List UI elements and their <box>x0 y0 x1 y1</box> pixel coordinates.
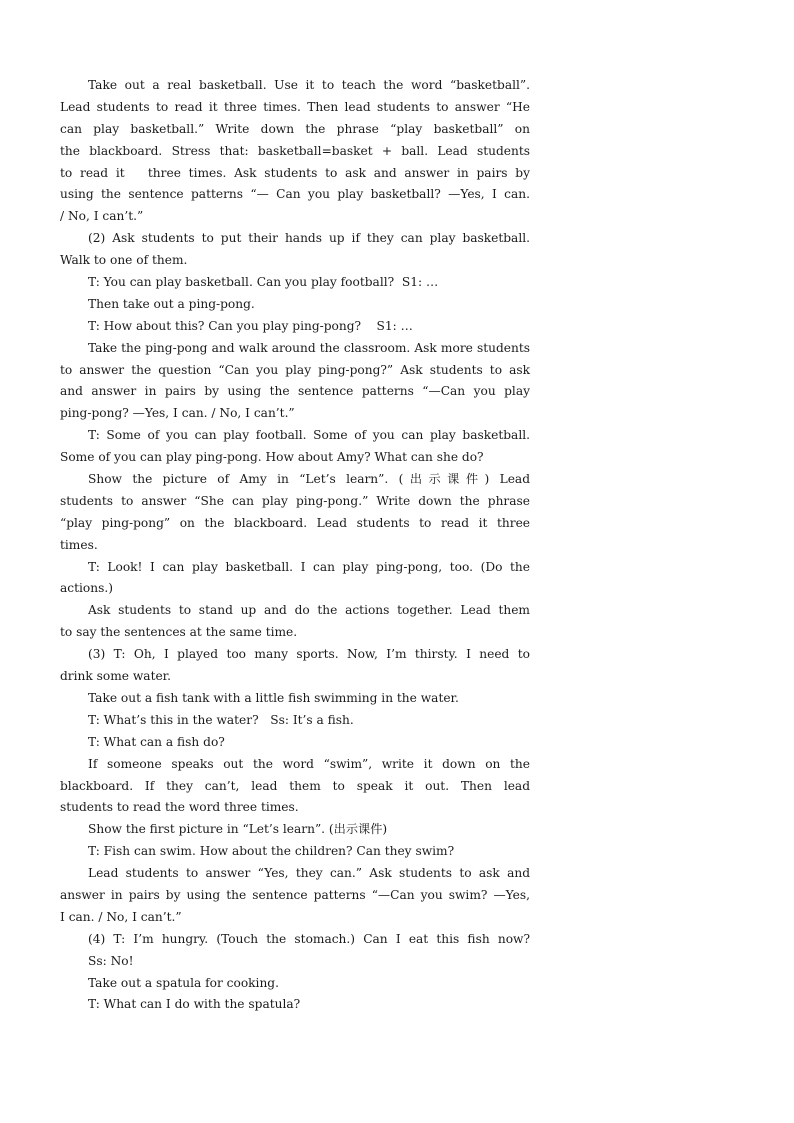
text-line: Some of you can play ping-pong. How about Amy? What can she do? <box>60 450 484 465</box>
text-line: Show the first picture in “Let’s learn”. (出示课件) <box>88 822 388 837</box>
text-line: ping-pong? —Yes, I can. / No, I can’t.” <box>60 406 295 421</box>
text-line: the blackboard. Stress that: basketball=basket + ball. Lead students <box>60 143 530 158</box>
text-line: Ask students to stand up and do the actions together. Lead them <box>88 603 530 618</box>
text-line: (2) Ask students to put their hands up if they can play basketball. <box>88 231 530 246</box>
text-line: and answer in pairs by using the sentence patterns “—Can you play <box>60 384 530 399</box>
text-line: drink some water. <box>60 669 172 684</box>
text-line: answer in pairs by using the sentence patterns “—Can you swim? —Yes, <box>60 887 530 902</box>
text-line: to answer the question “Can you play ping-pong?” Ask students to ask <box>60 362 530 377</box>
text-line: Take out a real basketball. Use it to teach the word “basketball”. <box>88 78 530 92</box>
document-body <box>60 75 530 1016</box>
text-line: “play ping-pong” on the blackboard. Lead students to read it three <box>60 515 530 530</box>
text-line: If someone speaks out the word “swim”, write it down on the <box>88 756 530 771</box>
text-line: T: How about this? Can you play ping-pong? S1: … <box>88 318 413 333</box>
text-line: using the sentence patterns “— Can you play basketball? —Yes, I can. <box>60 187 530 202</box>
text-line: to read it three times. Ask students to ask and answer in pairs by <box>60 165 530 180</box>
text-line: Take out a spatula for cooking. <box>88 975 279 990</box>
text-line: Show the picture of Amy in “Let’s learn”. (出示课件) Lead <box>88 472 530 487</box>
text-line: Lead students to read it three times. Then lead students to answer “He <box>60 99 530 114</box>
text-line: Take the ping-pong and walk around the classroom. Ask more students <box>88 340 530 355</box>
text-line: Lead students to answer “Yes, they can.” Ask students to ask and <box>88 866 530 881</box>
text-line: blackboard. If they can’t, lead them to speak it out. Then lead <box>60 778 530 793</box>
text-line: Then take out a ping-pong. <box>88 296 255 311</box>
text-line: / No, I can’t.” <box>60 209 144 224</box>
text-line: actions.) <box>60 581 113 596</box>
text-line: times. <box>60 537 98 552</box>
text-line: (3) T: Oh, I played too many sports. Now, I’m thirsty. I need to <box>88 647 530 662</box>
text-line: I can. / No, I can’t.” <box>60 909 182 924</box>
text-line: Ss: No! <box>88 953 134 968</box>
text-line: T: You can play basketball. Can you play football? S1: … <box>88 275 439 290</box>
text-line: Walk to one of them. <box>60 253 188 268</box>
text-line: Take out a fish tank with a little fish swimming in the water. <box>88 690 459 705</box>
text-line: T: What’s this in the water? Ss: It’s a fish. <box>88 712 354 727</box>
text-line: can play basketball.” Write down the phrase “play basketball” on <box>60 121 530 136</box>
text-line: T: Some of you can play football. Some of you can play basketball. <box>88 428 530 443</box>
text-line: to say the sentences at the same time. <box>60 625 298 640</box>
text-line: (4) T: I’m hungry. (Touch the stomach.) Can I eat this fish now? <box>88 931 530 946</box>
text-line: T: Look! I can play basketball. I can play ping-pong, too. (Do the <box>88 559 530 574</box>
text-line: T: What can a fish do? <box>88 734 225 749</box>
text-line: students to answer “She can play ping-pong.” Write down the phrase <box>60 493 530 508</box>
text-line: students to read the word three times. <box>60 800 299 815</box>
text-line: T: Fish can swim. How about the children? Can they swim? <box>88 844 455 859</box>
text-line: T: What can I do with the spatula? <box>88 997 301 1012</box>
